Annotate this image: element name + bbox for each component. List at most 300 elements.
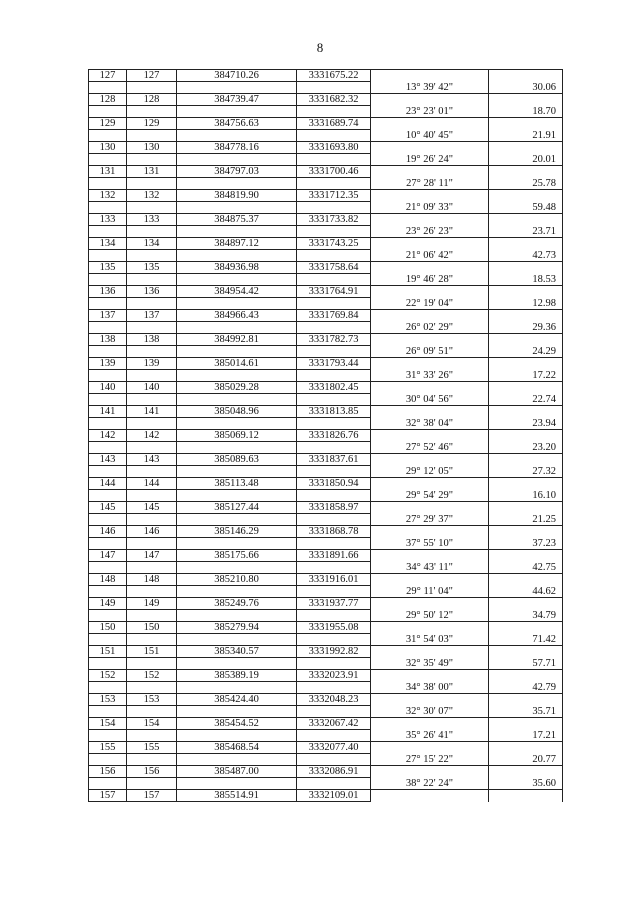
length-cell	[489, 574, 563, 586]
x-coordinate-cell: 385127.44	[177, 502, 297, 514]
length-cell	[489, 94, 563, 106]
point-cell: 142	[89, 430, 127, 442]
point-number-cell: 155	[127, 742, 177, 754]
angle-cell	[371, 766, 489, 778]
x-coordinate-cell: 384797.03	[177, 166, 297, 178]
y-coordinate-cell: 3332109.01	[297, 790, 371, 802]
x-coordinate-cell	[177, 274, 297, 286]
point-cell	[89, 682, 127, 694]
table-row	[89, 190, 563, 202]
point-cell	[89, 154, 127, 166]
segment-row	[89, 106, 563, 118]
point-number-cell: 154	[127, 718, 177, 730]
table-row	[89, 670, 563, 682]
y-coordinate-cell	[297, 442, 371, 454]
point-cell	[89, 514, 127, 526]
point-number-cell	[127, 82, 177, 94]
angle-cell	[371, 622, 489, 634]
point-cell	[89, 754, 127, 766]
point-cell: 154	[89, 718, 127, 730]
x-coordinate-cell	[177, 538, 297, 550]
angle-cell	[371, 526, 489, 538]
segment-row	[89, 754, 563, 766]
x-coordinate-cell	[177, 490, 297, 502]
y-coordinate-cell: 3332048.23	[297, 694, 371, 706]
length-cell	[489, 670, 563, 682]
y-coordinate-cell: 3331712.35	[297, 190, 371, 202]
point-number-cell	[127, 418, 177, 430]
table-row	[89, 454, 563, 466]
x-coordinate-cell: 384897.12	[177, 238, 297, 250]
length-cell	[489, 742, 563, 754]
table-row	[89, 214, 563, 226]
point-cell: 145	[89, 502, 127, 514]
y-coordinate-cell: 3331813.85	[297, 406, 371, 418]
segment-row	[89, 658, 563, 670]
table-row	[89, 238, 563, 250]
point-cell	[89, 778, 127, 790]
y-coordinate-cell: 3331769.84	[297, 310, 371, 322]
angle-cell	[371, 406, 489, 418]
y-coordinate-cell: 3331743.25	[297, 238, 371, 250]
point-cell: 155	[89, 742, 127, 754]
angle-cell	[371, 142, 489, 154]
angle-cell	[371, 742, 489, 754]
point-cell	[89, 418, 127, 430]
point-number-cell	[127, 130, 177, 142]
angle-cell: 38° 22' 24"	[371, 778, 489, 790]
x-coordinate-cell: 385454.52	[177, 718, 297, 730]
length-cell: 20.01	[489, 154, 563, 166]
angle-cell	[371, 94, 489, 106]
point-cell: 140	[89, 382, 127, 394]
point-cell: 150	[89, 622, 127, 634]
point-number-cell	[127, 634, 177, 646]
y-coordinate-cell: 3331764.91	[297, 286, 371, 298]
point-cell: 144	[89, 478, 127, 490]
y-coordinate-cell	[297, 466, 371, 478]
table-row	[89, 118, 563, 130]
x-coordinate-cell	[177, 466, 297, 478]
point-cell	[89, 82, 127, 94]
y-coordinate-cell	[297, 586, 371, 598]
x-coordinate-cell	[177, 586, 297, 598]
x-coordinate-cell	[177, 130, 297, 142]
segment-row	[89, 250, 563, 262]
angle-cell: 37° 55' 10"	[371, 538, 489, 550]
point-cell: 127	[89, 70, 127, 82]
point-number-cell: 128	[127, 94, 177, 106]
point-number-cell	[127, 682, 177, 694]
length-cell: 71.42	[489, 634, 563, 646]
y-coordinate-cell	[297, 730, 371, 742]
angle-cell: 29° 11' 04"	[371, 586, 489, 598]
point-number-cell: 131	[127, 166, 177, 178]
point-number-cell: 129	[127, 118, 177, 130]
point-cell	[89, 298, 127, 310]
point-number-cell: 156	[127, 766, 177, 778]
y-coordinate-cell	[297, 298, 371, 310]
length-cell	[489, 622, 563, 634]
x-coordinate-cell: 384966.43	[177, 310, 297, 322]
angle-cell: 27° 15' 22"	[371, 754, 489, 766]
angle-cell	[371, 694, 489, 706]
angle-cell: 13° 39' 42"	[371, 82, 489, 94]
point-cell: 134	[89, 238, 127, 250]
x-coordinate-cell: 385514.91	[177, 790, 297, 802]
length-cell: 23.20	[489, 442, 563, 454]
angle-cell	[371, 550, 489, 562]
length-cell: 42.75	[489, 562, 563, 574]
x-coordinate-cell: 384778.16	[177, 142, 297, 154]
y-coordinate-cell: 3331693.80	[297, 142, 371, 154]
angle-cell	[371, 262, 489, 274]
length-cell	[489, 190, 563, 202]
angle-cell: 34° 38' 00"	[371, 682, 489, 694]
segment-row	[89, 610, 563, 622]
point-cell	[89, 178, 127, 190]
point-number-cell	[127, 514, 177, 526]
point-cell: 137	[89, 310, 127, 322]
point-number-cell: 146	[127, 526, 177, 538]
angle-cell: 21° 06' 42"	[371, 250, 489, 262]
segment-row	[89, 298, 563, 310]
segment-row	[89, 730, 563, 742]
length-cell	[489, 286, 563, 298]
y-coordinate-cell	[297, 370, 371, 382]
x-coordinate-cell: 384739.47	[177, 94, 297, 106]
angle-cell: 29° 12' 05"	[371, 466, 489, 478]
angle-cell	[371, 382, 489, 394]
x-coordinate-cell	[177, 706, 297, 718]
point-number-cell	[127, 490, 177, 502]
length-cell: 57.71	[489, 658, 563, 670]
angle-cell	[371, 790, 489, 802]
angle-cell	[371, 718, 489, 730]
point-cell	[89, 706, 127, 718]
angle-cell	[371, 238, 489, 250]
segment-row	[89, 586, 563, 598]
x-coordinate-cell	[177, 682, 297, 694]
table-row	[89, 646, 563, 658]
y-coordinate-cell: 3331891.66	[297, 550, 371, 562]
point-number-cell: 152	[127, 670, 177, 682]
x-coordinate-cell: 385249.76	[177, 598, 297, 610]
x-coordinate-cell	[177, 226, 297, 238]
segment-row	[89, 778, 563, 790]
length-cell: 35.60	[489, 778, 563, 790]
length-cell	[489, 406, 563, 418]
point-number-cell	[127, 346, 177, 358]
y-coordinate-cell: 3331758.64	[297, 262, 371, 274]
table-row	[89, 790, 563, 802]
table-row	[89, 718, 563, 730]
point-number-cell: 149	[127, 598, 177, 610]
table-row	[89, 478, 563, 490]
length-cell: 17.21	[489, 730, 563, 742]
segment-row	[89, 562, 563, 574]
angle-cell: 27° 28' 11"	[371, 178, 489, 190]
point-number-cell: 147	[127, 550, 177, 562]
point-cell: 157	[89, 790, 127, 802]
y-coordinate-cell	[297, 562, 371, 574]
angle-cell	[371, 670, 489, 682]
y-coordinate-cell	[297, 106, 371, 118]
y-coordinate-cell	[297, 610, 371, 622]
angle-cell: 34° 43' 11"	[371, 562, 489, 574]
x-coordinate-cell	[177, 754, 297, 766]
y-coordinate-cell	[297, 346, 371, 358]
angle-cell	[371, 286, 489, 298]
length-cell: 23.94	[489, 418, 563, 430]
y-coordinate-cell: 3331700.46	[297, 166, 371, 178]
y-coordinate-cell: 3331682.32	[297, 94, 371, 106]
point-number-cell	[127, 154, 177, 166]
length-cell	[489, 502, 563, 514]
x-coordinate-cell	[177, 250, 297, 262]
coordinates-table	[88, 69, 563, 802]
table-row	[89, 262, 563, 274]
length-cell	[489, 478, 563, 490]
y-coordinate-cell: 3331992.82	[297, 646, 371, 658]
x-coordinate-cell: 385069.12	[177, 430, 297, 442]
length-cell	[489, 550, 563, 562]
point-cell	[89, 634, 127, 646]
x-coordinate-cell	[177, 106, 297, 118]
point-number-cell	[127, 706, 177, 718]
y-coordinate-cell: 3331868.78	[297, 526, 371, 538]
point-cell	[89, 106, 127, 118]
length-cell: 34.79	[489, 610, 563, 622]
y-coordinate-cell	[297, 778, 371, 790]
length-cell: 18.70	[489, 106, 563, 118]
table-row	[89, 430, 563, 442]
angle-cell	[371, 334, 489, 346]
angle-cell: 27° 52' 46"	[371, 442, 489, 454]
point-cell	[89, 370, 127, 382]
x-coordinate-cell: 385468.54	[177, 742, 297, 754]
x-coordinate-cell	[177, 562, 297, 574]
point-number-cell: 143	[127, 454, 177, 466]
point-number-cell	[127, 730, 177, 742]
point-number-cell: 127	[127, 70, 177, 82]
length-cell	[489, 382, 563, 394]
length-cell: 37.23	[489, 538, 563, 550]
point-cell: 149	[89, 598, 127, 610]
x-coordinate-cell: 385424.40	[177, 694, 297, 706]
point-cell: 129	[89, 118, 127, 130]
angle-cell	[371, 166, 489, 178]
y-coordinate-cell: 3331793.44	[297, 358, 371, 370]
angle-cell: 29° 50' 12"	[371, 610, 489, 622]
y-coordinate-cell	[297, 178, 371, 190]
length-cell: 18.53	[489, 274, 563, 286]
point-number-cell	[127, 754, 177, 766]
y-coordinate-cell: 3332067.42	[297, 718, 371, 730]
point-number-cell: 153	[127, 694, 177, 706]
angle-cell	[371, 598, 489, 610]
angle-cell	[371, 358, 489, 370]
x-coordinate-cell	[177, 778, 297, 790]
point-cell	[89, 274, 127, 286]
x-coordinate-cell: 385175.66	[177, 550, 297, 562]
table-row	[89, 550, 563, 562]
y-coordinate-cell: 3332023.91	[297, 670, 371, 682]
point-cell	[89, 130, 127, 142]
table-row	[89, 526, 563, 538]
length-cell	[489, 766, 563, 778]
y-coordinate-cell: 3331802.45	[297, 382, 371, 394]
length-cell: 29.36	[489, 322, 563, 334]
table-row	[89, 286, 563, 298]
point-cell: 151	[89, 646, 127, 658]
point-number-cell: 133	[127, 214, 177, 226]
segment-row	[89, 82, 563, 94]
point-number-cell: 151	[127, 646, 177, 658]
length-cell	[489, 718, 563, 730]
length-cell: 35.71	[489, 706, 563, 718]
table-row	[89, 622, 563, 634]
y-coordinate-cell	[297, 658, 371, 670]
angle-cell	[371, 430, 489, 442]
table-row	[89, 694, 563, 706]
table-row	[89, 94, 563, 106]
length-cell	[489, 118, 563, 130]
y-coordinate-cell: 3331850.94	[297, 478, 371, 490]
y-coordinate-cell: 3332077.40	[297, 742, 371, 754]
angle-cell	[371, 646, 489, 658]
point-cell: 147	[89, 550, 127, 562]
length-cell	[489, 430, 563, 442]
point-number-cell	[127, 298, 177, 310]
point-number-cell	[127, 658, 177, 670]
x-coordinate-cell	[177, 442, 297, 454]
point-number-cell	[127, 538, 177, 550]
x-coordinate-cell: 385389.19	[177, 670, 297, 682]
x-coordinate-cell: 385048.96	[177, 406, 297, 418]
point-cell	[89, 322, 127, 334]
y-coordinate-cell	[297, 250, 371, 262]
point-number-cell: 148	[127, 574, 177, 586]
point-cell: 153	[89, 694, 127, 706]
x-coordinate-cell	[177, 82, 297, 94]
y-coordinate-cell	[297, 226, 371, 238]
angle-cell: 32° 35' 49"	[371, 658, 489, 670]
x-coordinate-cell	[177, 346, 297, 358]
segment-row	[89, 226, 563, 238]
point-cell	[89, 250, 127, 262]
point-number-cell	[127, 370, 177, 382]
point-cell: 132	[89, 190, 127, 202]
x-coordinate-cell	[177, 202, 297, 214]
point-number-cell	[127, 610, 177, 622]
length-cell: 17.22	[489, 370, 563, 382]
x-coordinate-cell: 384954.42	[177, 286, 297, 298]
point-number-cell	[127, 394, 177, 406]
y-coordinate-cell: 3331675.22	[297, 70, 371, 82]
angle-cell	[371, 454, 489, 466]
y-coordinate-cell: 3331733.82	[297, 214, 371, 226]
angle-cell: 29° 54' 29"	[371, 490, 489, 502]
segment-row	[89, 634, 563, 646]
point-number-cell	[127, 466, 177, 478]
length-cell: 42.73	[489, 250, 563, 262]
angle-cell	[371, 190, 489, 202]
point-number-cell: 135	[127, 262, 177, 274]
angle-cell: 21° 09' 33"	[371, 202, 489, 214]
page-number: 8	[316, 40, 324, 55]
point-cell	[89, 730, 127, 742]
x-coordinate-cell	[177, 634, 297, 646]
angle-cell: 31° 33' 26"	[371, 370, 489, 382]
segment-row	[89, 466, 563, 478]
segment-row	[89, 682, 563, 694]
point-cell: 130	[89, 142, 127, 154]
x-coordinate-cell	[177, 610, 297, 622]
length-cell: 21.25	[489, 514, 563, 526]
point-number-cell: 134	[127, 238, 177, 250]
point-number-cell: 144	[127, 478, 177, 490]
length-cell	[489, 334, 563, 346]
angle-cell: 19° 46' 28"	[371, 274, 489, 286]
y-coordinate-cell	[297, 754, 371, 766]
length-cell	[489, 238, 563, 250]
x-coordinate-cell	[177, 154, 297, 166]
length-cell	[489, 70, 563, 82]
y-coordinate-cell: 3331858.97	[297, 502, 371, 514]
segment-row	[89, 418, 563, 430]
point-number-cell	[127, 586, 177, 598]
point-cell	[89, 562, 127, 574]
point-cell	[89, 346, 127, 358]
segment-row	[89, 202, 563, 214]
length-cell: 23.71	[489, 226, 563, 238]
table-row	[89, 382, 563, 394]
length-cell	[489, 598, 563, 610]
table-row	[89, 358, 563, 370]
y-coordinate-cell: 3331689.74	[297, 118, 371, 130]
table-row	[89, 334, 563, 346]
length-cell: 59.48	[489, 202, 563, 214]
point-cell	[89, 538, 127, 550]
length-cell: 20.77	[489, 754, 563, 766]
angle-cell: 19° 26' 24"	[371, 154, 489, 166]
x-coordinate-cell: 384936.98	[177, 262, 297, 274]
length-cell: 44.62	[489, 586, 563, 598]
table-row	[89, 742, 563, 754]
x-coordinate-cell: 385279.94	[177, 622, 297, 634]
segment-row	[89, 346, 563, 358]
point-number-cell	[127, 322, 177, 334]
table-row	[89, 574, 563, 586]
angle-cell: 26° 02' 29"	[371, 322, 489, 334]
x-coordinate-cell	[177, 370, 297, 382]
angle-cell	[371, 310, 489, 322]
point-cell: 156	[89, 766, 127, 778]
y-coordinate-cell: 3332086.91	[297, 766, 371, 778]
x-coordinate-cell: 384710.26	[177, 70, 297, 82]
x-coordinate-cell: 385146.29	[177, 526, 297, 538]
point-cell	[89, 490, 127, 502]
angle-cell: 35° 26' 41"	[371, 730, 489, 742]
x-coordinate-cell: 384875.37	[177, 214, 297, 226]
table-row	[89, 406, 563, 418]
point-cell: 135	[89, 262, 127, 274]
point-cell: 131	[89, 166, 127, 178]
point-cell: 136	[89, 286, 127, 298]
x-coordinate-cell: 385340.57	[177, 646, 297, 658]
x-coordinate-cell: 384992.81	[177, 334, 297, 346]
